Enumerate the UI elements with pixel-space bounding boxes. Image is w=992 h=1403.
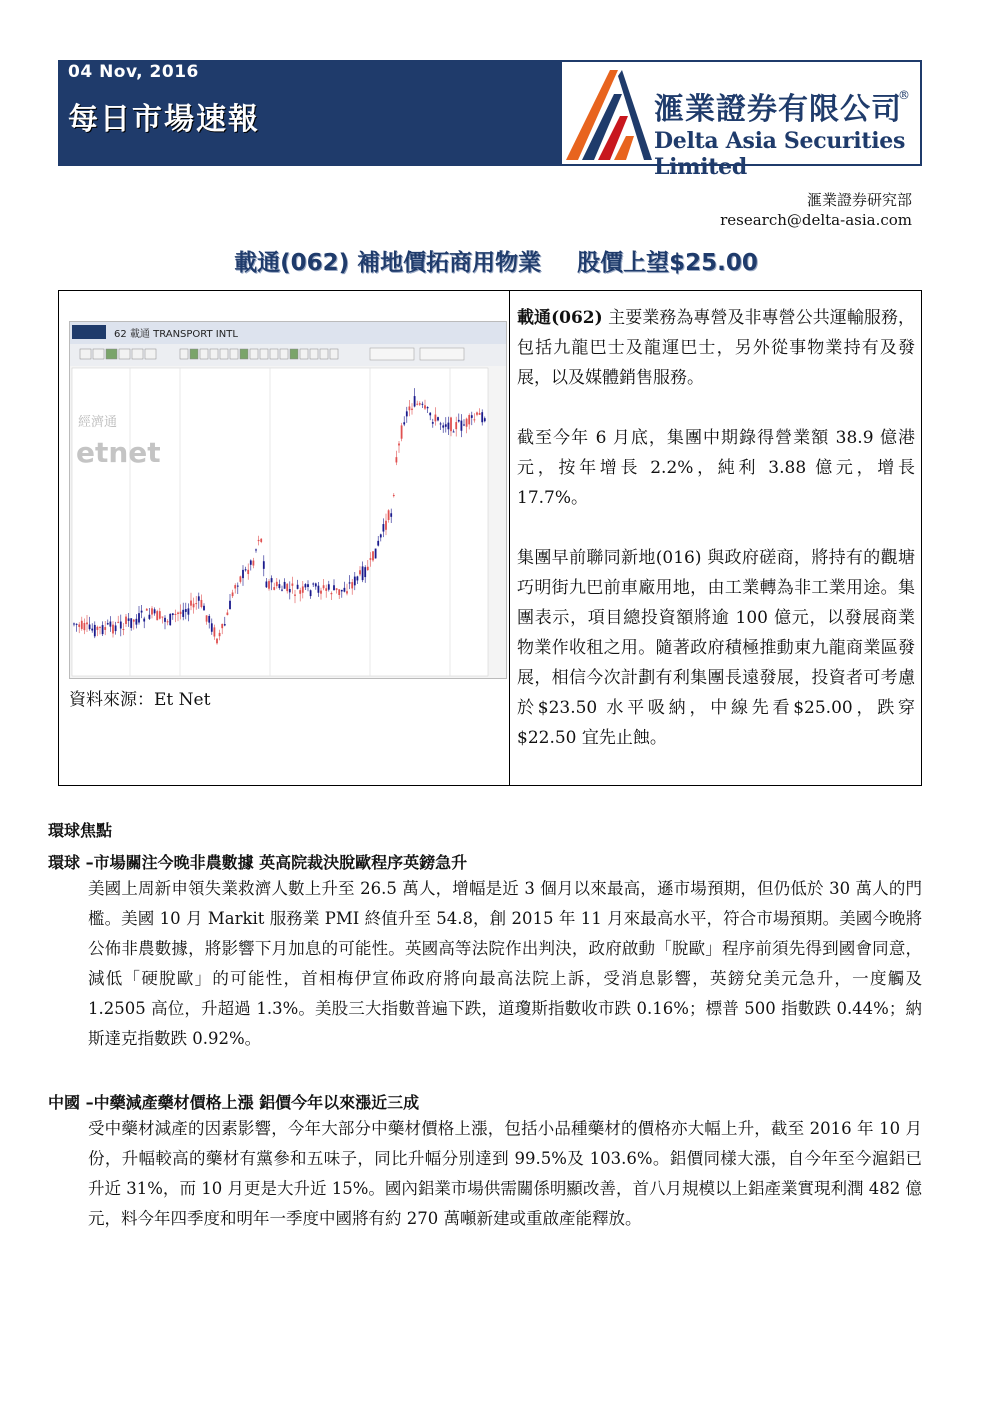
- department-name: 滙業證券研究部: [806, 191, 912, 209]
- candle-body: [146, 609, 148, 611]
- candle-body: [273, 587, 275, 590]
- candle-body: [175, 614, 177, 615]
- candle-body: [349, 582, 351, 583]
- candle-body: [432, 422, 434, 424]
- business-paragraph: 載通(062) 主要業務為專營及非專營公共運輸服務，包括九龍巴士及龍運巴士，另外從事物業持有及發展，以及媒體銷售服務。: [517, 308, 916, 388]
- candle-body: [128, 618, 130, 620]
- candle-body: [263, 561, 265, 569]
- headline-main: 載通(062) 補地價拓商用物業: [234, 250, 542, 276]
- candle-body: [250, 560, 252, 564]
- candle-body: [172, 613, 174, 615]
- candle-body: [359, 570, 361, 574]
- candle-body: [112, 625, 114, 634]
- candle-body: [461, 421, 463, 431]
- candle-body: [442, 425, 444, 427]
- candle-body: [208, 616, 210, 623]
- candle-body: [437, 417, 439, 420]
- candle-body: [448, 423, 450, 430]
- toolbar-button[interactable]: [200, 349, 208, 359]
- toolbar-button[interactable]: [180, 349, 188, 359]
- watermark-cn: 經濟通: [78, 415, 118, 430]
- candle-body: [328, 584, 330, 589]
- candle-body: [255, 549, 257, 550]
- candle-body: [466, 419, 468, 427]
- candle-body: [164, 618, 166, 622]
- candle-body: [357, 576, 359, 580]
- candle-body: [268, 581, 270, 589]
- toolbar-button[interactable]: [93, 349, 104, 359]
- candle-body: [167, 621, 169, 622]
- candle-body: [253, 561, 255, 566]
- candle-body: [260, 539, 262, 542]
- candle-body: [177, 613, 179, 614]
- toolbar-button[interactable]: [132, 349, 143, 359]
- toolbar-button[interactable]: [250, 349, 258, 359]
- toolbar-button[interactable]: [210, 349, 218, 359]
- candle-body: [133, 620, 135, 622]
- candle-body: [388, 510, 390, 520]
- candle-body: [154, 609, 156, 613]
- toolbar-button[interactable]: [119, 349, 130, 359]
- candle-body: [136, 619, 138, 625]
- candle-body: [411, 409, 413, 410]
- candle-body: [102, 625, 104, 634]
- candle-body: [383, 524, 385, 531]
- candle-body: [414, 396, 416, 406]
- candle-body: [419, 403, 421, 405]
- candle-body: [123, 629, 125, 630]
- candle-body: [99, 627, 101, 628]
- candle-body: [370, 558, 372, 560]
- candle-body: [312, 584, 314, 585]
- stock-name: 載通(062): [517, 308, 603, 328]
- toolbar-button[interactable]: [300, 349, 308, 359]
- headline-target: 股價上望$25.00: [577, 250, 758, 276]
- candle-body: [299, 590, 301, 594]
- candle-body: [258, 540, 260, 541]
- candle-body: [195, 603, 197, 604]
- candle-body: [474, 419, 476, 420]
- toolbar-button[interactable]: [80, 349, 91, 359]
- candle-body: [125, 617, 127, 624]
- candle-body: [471, 415, 473, 418]
- candle-body: [453, 431, 455, 432]
- candle-body: [229, 601, 231, 609]
- candle-body: [216, 639, 218, 644]
- candle-body: [214, 627, 216, 636]
- logo-english-name: Delta Asia Securities Limited: [654, 128, 906, 180]
- candle-body: [289, 589, 291, 592]
- candle-body: [463, 424, 465, 425]
- candle-body: [185, 609, 187, 612]
- candle-body: [445, 424, 447, 426]
- candle-body: [331, 593, 333, 594]
- candle-body: [117, 622, 119, 623]
- report-title: 每日市場速報: [68, 102, 260, 137]
- candle-body: [341, 590, 343, 591]
- candle-body: [247, 570, 249, 574]
- candle-body: [180, 612, 182, 614]
- results-paragraph: 截至今年 6 月底，集團中期錄得營業額 38.9 億港元，按年增長 2.2%，純利 3.88 億元，增長 17.7%。: [517, 428, 915, 508]
- candle-body: [401, 425, 403, 438]
- candle-body: [406, 411, 408, 416]
- toolbar-button[interactable]: [220, 349, 228, 359]
- candle-body: [305, 584, 307, 587]
- section-global-focus: 環球焦點: [48, 821, 113, 840]
- candle-body: [156, 611, 158, 620]
- candle-body: [86, 623, 88, 625]
- candle-body: [240, 576, 242, 581]
- global-body: 美國上周新申領失業救濟人數上升至 26.5 萬人，增幅是近 3 個月以來最高，遜市場預期，但仍低於 30 萬人的門檻。美國 10 月 Markit 服務業 PMI 終值升至 54.8，創 2015 年 11 月來最高水平，符合市場預期。美國今晚將公佈非農數據，將影響下月加息的可能性。英國高等法院作出判決，政府啟動「脫歐」程序前須先得到國會同意，減低「硬脫歐」的可能性，首相梅伊宣佈政府將向最高法院上訴，受消息影響，英鎊兌美元急升，一度觸及 1.2505 高位，升超過 1.3%。美股三大指數普遍下跌，道瓊斯指數收市跌 0.16%；標普 500 指數跌 0.44%；納斯達克指數跌 0.92%。: [88, 879, 922, 1048]
- toolbar-button[interactable]: [240, 349, 248, 359]
- chart-title-bar: 62 載通 TRANSPORT INTL: [114, 329, 238, 340]
- candle-body: [336, 588, 338, 590]
- candle-body: [81, 621, 83, 629]
- candle-body: [315, 583, 317, 586]
- toolbar-button[interactable]: [106, 349, 117, 359]
- candle-body: [320, 591, 322, 594]
- candle-body: [393, 495, 395, 496]
- candle-body: [76, 624, 78, 625]
- candle-body: [409, 406, 411, 410]
- candle-body: [203, 606, 205, 611]
- candle-body: [151, 608, 153, 614]
- candle-body: [279, 584, 281, 588]
- toolbar-button[interactable]: [320, 349, 328, 359]
- stock-chart: [69, 321, 507, 679]
- toolbar-button[interactable]: [230, 349, 238, 359]
- candle-body: [149, 615, 151, 619]
- candle-body: [307, 584, 309, 587]
- candle-body: [84, 623, 86, 630]
- candle-body: [159, 611, 161, 619]
- candle-body: [169, 614, 171, 625]
- candle-body: [362, 566, 364, 580]
- candle-body: [224, 624, 226, 625]
- candle-body: [73, 623, 75, 624]
- candle-body: [323, 585, 325, 588]
- candle-body: [201, 600, 203, 607]
- toolbar-button[interactable]: [280, 349, 288, 359]
- china-body: 受中藥材減產的因素影響，今年大部分中藥材價格上漲，包括小品種藥材的價格亦大幅上升，截至 2016 年 10 月份，升幅較高的藥材有黨參和五味子，同比升幅分別達到 99.5%及 103.6%。鋁價同樣大漲，自今年至今滬鋁已升近 31%，而 10 月更是大升近 15%。國內鋁業市場供需關係明顯改善，首八月規模以上鋁產業實現利潤 482 億元，料今年四季度和明年一季度中國將有約 270 萬噸新建或重啟產能釋放。: [88, 1119, 922, 1228]
- candle-body: [427, 407, 429, 408]
- toolbar-button[interactable]: [330, 349, 338, 359]
- registered-mark: ®: [898, 88, 910, 102]
- candle-body: [375, 549, 377, 559]
- candle-body: [190, 601, 192, 606]
- candle-body: [479, 413, 481, 415]
- candle-body: [232, 593, 234, 597]
- candle-body: [468, 415, 470, 424]
- stock-headline: [0, 244, 992, 277]
- candle-body: [188, 608, 190, 614]
- watermark-en: etnet: [76, 436, 161, 469]
- chart-source: 資料來源：Et Net: [69, 690, 211, 710]
- toolbar-button[interactable]: [310, 349, 318, 359]
- candle-body: [380, 534, 382, 537]
- candle-body: [424, 405, 426, 408]
- candle-body: [276, 582, 278, 586]
- toolbar-button[interactable]: [270, 349, 278, 359]
- candle-body: [234, 585, 236, 588]
- candle-body: [318, 586, 320, 593]
- candle-body: [364, 567, 366, 577]
- candle-body: [245, 569, 247, 570]
- candle-body: [97, 627, 99, 630]
- company-logo: [562, 60, 922, 180]
- candle-body: [398, 443, 400, 445]
- candle-body: [193, 604, 195, 608]
- candle-body: [182, 610, 184, 617]
- candle-body: [403, 422, 405, 424]
- candle-body: [219, 633, 221, 636]
- candle-body: [221, 624, 223, 628]
- candle-body: [297, 585, 299, 589]
- candle-body: [143, 619, 145, 622]
- candle-body: [455, 422, 457, 429]
- candle-body: [481, 412, 483, 422]
- toolbar-button[interactable]: [145, 349, 156, 359]
- toolbar-button[interactable]: [290, 349, 298, 359]
- candle-body: [91, 629, 93, 631]
- candle-body: [120, 622, 122, 629]
- candle-body: [266, 581, 268, 587]
- candle-body: [237, 586, 239, 587]
- candle-body: [385, 521, 387, 530]
- candle-body: [476, 412, 478, 414]
- candle-body: [141, 611, 143, 613]
- candle-body: [344, 588, 346, 592]
- stock-description: [517, 303, 915, 783]
- candle-body: [302, 586, 304, 592]
- candle-body: [107, 623, 109, 624]
- candle-body: [367, 567, 369, 570]
- candle-body: [416, 404, 418, 405]
- candle-body: [435, 415, 437, 422]
- candle-body: [211, 623, 213, 631]
- logo-mark-icon: [564, 66, 654, 162]
- candle-body: [271, 578, 273, 582]
- candle-body: [372, 551, 374, 560]
- candle-body: [115, 625, 117, 631]
- report-date: 04 Nov, 2016: [68, 62, 199, 82]
- candle-body: [458, 420, 460, 422]
- candle-body: [78, 624, 80, 627]
- candle-body: [422, 404, 424, 405]
- candle-body: [310, 590, 312, 596]
- candle-body: [89, 625, 91, 630]
- candle-body: [292, 584, 294, 586]
- candle-body: [94, 625, 96, 636]
- candle-body: [429, 413, 431, 416]
- table-divider: [509, 291, 510, 785]
- outlook-paragraph: 集團早前聯同新地(016) 與政府磋商，將持有的觀塘巧明街九巴前車廠用地，由工業轉為非工業用途。集團表示，項目總投資額將逾 100 億元，以發展商業物業作收租之用。隨著政府積極推動東九龍商業區發展，相信今次計劃有利集團長遠發展，投資者可考慮於$23.50 水平吸納，中線先看$25.00，跌穿$22.50 宜先止蝕。: [517, 548, 915, 748]
- research-department: [720, 190, 912, 230]
- candle-body: [390, 513, 392, 517]
- candle-body: [294, 595, 296, 596]
- candle-body: [354, 577, 356, 586]
- candle-body: [396, 457, 398, 462]
- candle-body: [377, 541, 379, 546]
- candle-body: [206, 615, 208, 621]
- candle-body: [284, 582, 286, 589]
- candle-body: [333, 585, 335, 590]
- candle-body: [484, 418, 486, 421]
- candle-body: [281, 590, 283, 591]
- candle-body: [450, 418, 452, 432]
- candle-body: [138, 613, 140, 622]
- department-email: research@delta-asia.com: [720, 211, 912, 229]
- stock-chart-svg: [70, 322, 506, 678]
- candle-body: [227, 613, 229, 616]
- candle-body: [104, 627, 106, 630]
- candle-body: [325, 588, 327, 591]
- candle-body: [242, 570, 244, 578]
- china-headline: 中國 –中藥減產藥材價格上漲 鋁價今年以來漲近三成: [48, 1093, 420, 1112]
- candle-body: [162, 617, 164, 618]
- global-headline: 環球 –市場關注今晚非農數據 英高院裁決脫歐程序英鎊急升: [48, 853, 468, 872]
- candle-body: [440, 423, 442, 424]
- candle-body: [351, 582, 353, 588]
- toolbar-button[interactable]: [190, 349, 198, 359]
- candle-body: [110, 622, 112, 627]
- toolbar-button[interactable]: [260, 349, 268, 359]
- logo-chinese-name: 滙業證券有限公司: [654, 92, 902, 127]
- stock-info-table: [58, 290, 922, 786]
- candle-body: [130, 618, 132, 628]
- candle-body: [338, 589, 340, 595]
- candle-body: [198, 596, 200, 600]
- candle-body: [346, 591, 348, 593]
- candle-body: [286, 584, 288, 591]
